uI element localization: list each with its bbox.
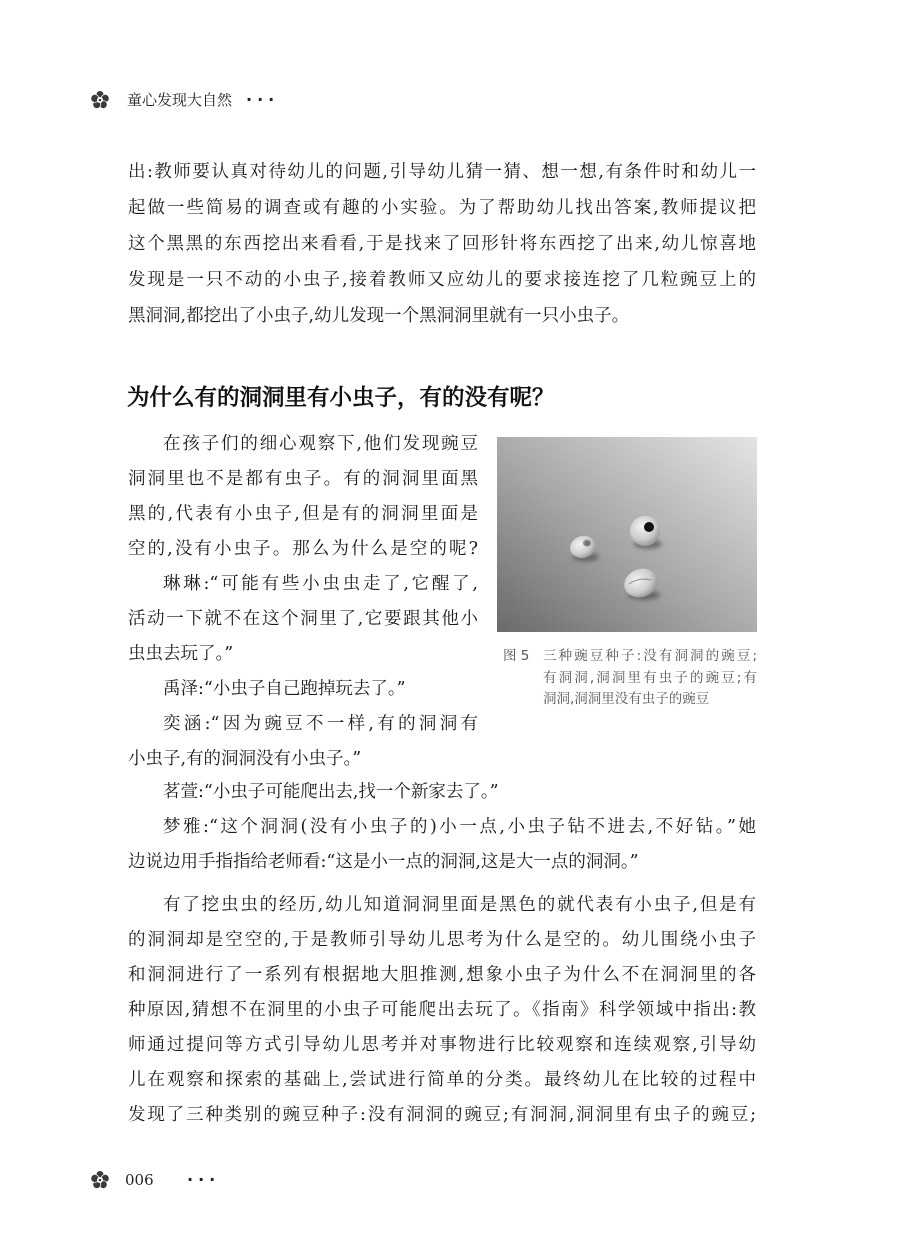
analysis-paragraph [128,888,756,1133]
text-line: 种原因,猜想不在洞里的小虫子可能爬出去玩了。《指南》科学领域中指出:教 [128,1000,756,1020]
pea-with-bug [630,516,660,546]
running-header-dots: ··· [246,90,280,109]
text-line: 在孩子们的细心观察下,他们发现豌豆 [163,434,478,454]
text-line: 发现了三种类别的豌豆种子:没有洞洞的豌豆;有洞洞,洞洞里有虫子的豌豆; [128,1105,756,1125]
text-line: 茗萱:“小虫子可能爬出去,找一个新家去了。” [163,782,499,802]
text-line: 黑洞洞,都挖出了小虫子,幼儿发现一个黑洞洞里就有一只小虫子。 [128,306,630,326]
figure-label: 图 5 [503,648,530,664]
text-line: 禹泽:“小虫子自己跑掉玩去了。” [163,679,406,699]
text-line: 琳琳:“可能有些小虫虫走了,它醒了, [163,574,478,594]
caption-line: 三种豌豆种子:没有洞洞的豌豆; [543,648,757,664]
text-line: 的洞洞却是空空的,于是教师引导幼儿思考为什么是空的。幼儿围绕小虫子 [128,930,756,950]
text-line: 虫虫去玩了。” [128,644,234,664]
intro-paragraph [128,154,756,334]
text-line: 师通过提问等方式引导幼儿思考并对事物进行比较观察和连续观察,引导幼 [128,1035,756,1055]
flower-icon [90,1170,110,1190]
caption-line: 有洞洞,洞洞里有虫子的豌豆;有 [543,669,757,686]
text-line: 空的,没有小虫子。那么为什么是空的呢? [128,539,478,559]
page-number: 006 [125,1171,154,1189]
photo-background [497,437,757,632]
caption-line: 洞洞,洞洞里没有虫子的豌豆 [543,691,710,707]
text-line: 黑的,代表有小虫子,但是有的洞洞里面是 [128,504,478,524]
dialogue-column [128,427,478,777]
text-line: 梦雅:“这个洞洞(没有小虫子的)小一点,小虫子钻不进去,不好钻。”她 [163,817,756,837]
text-line: 出:教师要认真对待幼儿的问题,引导幼儿猜一猜、想一想,有条件时和幼儿一 [128,162,756,182]
text-line: 儿在观察和探索的基础上,尝试进行简单的分类。最终幼儿在比较的过程中 [128,1070,756,1090]
text-line: 奕涵:“因为豌豆不一样,有的洞洞有 [163,714,478,734]
text-line: 有了挖虫虫的经历,幼儿知道洞洞里面是黑色的就代表有小虫子,但是有 [163,895,756,915]
flower-icon [90,90,110,110]
text-line: 发现是一只不动的小虫子,接着教师又应幼儿的要求接连挖了几粒豌豆上的 [128,270,756,290]
text-line: 洞洞里也不是都有虫子。有的洞洞里面黑 [128,469,478,489]
text-line: 起做一些简易的调查或有趣的小实验。为了帮助幼儿找出答案,教师提议把 [128,198,756,218]
text-line: 活动一下就不在这个洞里了,它要跟其他小 [128,609,478,629]
text-line: 和洞洞进行了一系列有根据地大胆推测,想象小虫子为什么不在洞洞里的各 [128,965,756,985]
text-line: 这个黑黑的东西挖出来看看,于是找来了回形针将东西挖了出来,幼儿惊喜地 [128,234,756,254]
pea-photo [497,437,757,632]
dialogue-continued [128,775,756,880]
text-line: 边说边用手指指给老师看:“这是小一点的洞洞,这是大一点的洞洞。” [128,852,639,872]
section-heading: 为什么有的洞洞里有小虫子，有的没有呢？ [127,385,555,411]
running-footer-dots: ··· [187,1170,221,1189]
figure-caption [543,646,757,711]
text-line: 小虫子,有的洞洞没有小虫子。” [128,749,362,769]
running-header-title: 童心发现大自然 [127,91,233,109]
